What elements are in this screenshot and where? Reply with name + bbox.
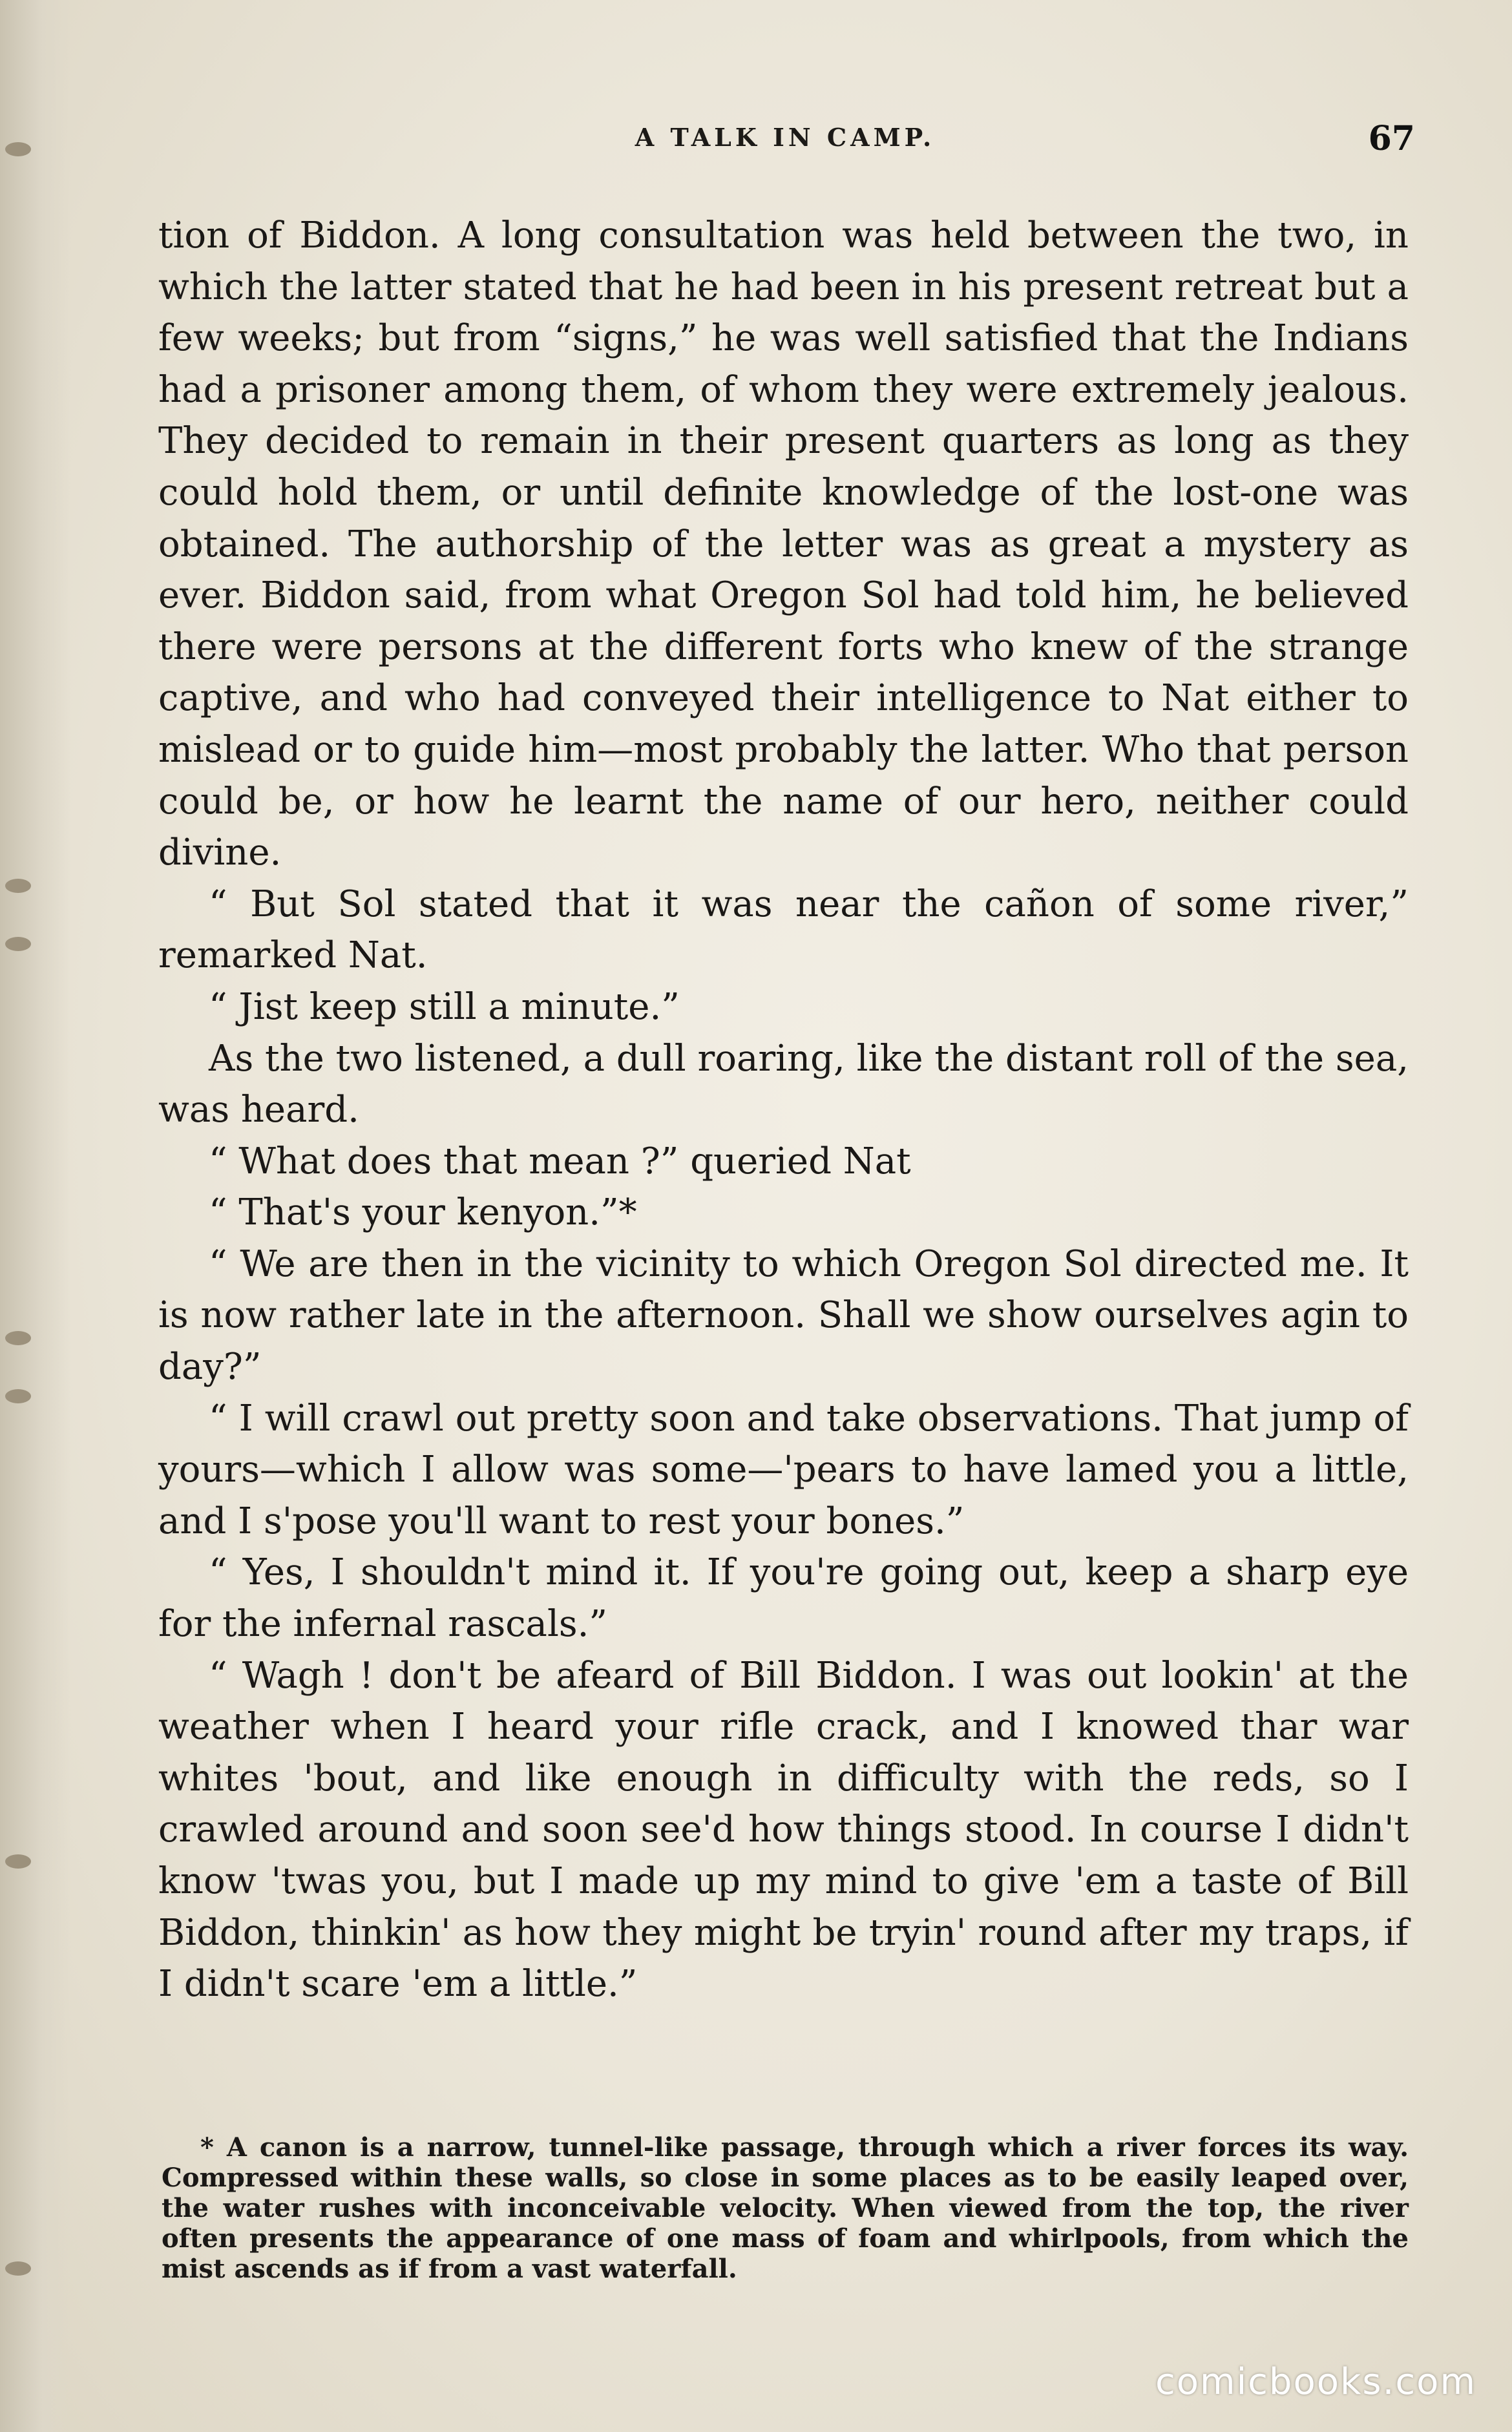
footnote-area <box>162 2132 1409 2284</box>
page-header <box>155 119 1415 162</box>
site-watermark: comicbooks.com <box>1155 2361 1476 2403</box>
running-title: A TALK IN CAMP. <box>635 123 936 152</box>
paragraph: tion of Biddon. A long consultation was held between the two, in which the latter stated that he had been in his present retreat but a few weeks; but from “signs,” he was well satisfied that the Indians had a prisoner among them, of whom they were extremely jealous. They decided to remain in their present quarters as long as they could hold them, or until definite knowledge of the lost-one was obtained. The authorship of the letter was as great a mystery as ever. Biddon said, from what Oregon Sol had told him, he believed there were persons at the different forts who knew of the strange captive, and who had conveyed their intelligence to Nat either to mislead or to guide him—most probably the latter. Who that person could be, or how he learnt the name of our hero, neither could divine. <box>158 215 1409 874</box>
page-number: 67 <box>1368 119 1415 158</box>
paragraph: “ Wagh ! don't be afeard of Bill Biddon. I was out lookin' at the weather when I heard your rifle crack, and I knowed thar war whites 'bout, and like enough in difficulty with the reds, so I crawled around and soon see'd how things stood. In course I didn't know 'twas you, but I made up my mind to give 'em a taste of Bill Biddon, thinkin' as how they might be tryin' round after my traps, if I didn't scare 'em a little.” <box>158 1654 1409 2006</box>
binding-hole <box>5 1331 31 1345</box>
paragraph: “ We are then in the vicinity to which Oregon Sol directed me. It is now rather late in the afternoon. Shall we show ourselves agin to day?” <box>158 1242 1409 1389</box>
body-text <box>158 210 1409 2010</box>
binding-hole <box>5 937 31 951</box>
paragraph: “ But Sol stated that it was near the cañon of some river,” remarked Nat. <box>158 883 1409 977</box>
paragraph: “ That's your kenyon.”* <box>209 1191 637 1234</box>
binding-edge <box>0 0 71 2432</box>
footnote: * A canon is a narrow, tunnel-like passage, through which a river forces its way. Compressed within these walls, so close in some places as to be easily leaped over, the water rushes with inconceivable velocity. When viewed from the top, the river often presents the appearance of one mass of foam and whirlpools, from which the mist ascends as if from a vast waterfall. <box>162 2132 1409 2284</box>
paragraph: “ Yes, I shouldn't mind it. If you're going out, keep a sharp eye for the infernal rascals.” <box>158 1551 1409 1646</box>
binding-hole <box>5 142 31 156</box>
binding-hole <box>5 1389 31 1403</box>
paragraph: As the two listened, a dull roaring, like the distant roll of the sea, was heard. <box>158 1037 1409 1131</box>
binding-hole <box>5 1854 31 1869</box>
paragraph: “ Jist keep still a minute.” <box>209 985 680 1028</box>
paragraph: “ What does that mean ?” queried Nat <box>209 1140 911 1182</box>
binding-hole <box>5 2261 31 2276</box>
paragraph: “ I will crawl out pretty soon and take observations. That jump of yours—which I allow was some—'pears to have lamed you a little, and I s'pose you'll want to rest your bones.” <box>158 1397 1409 1542</box>
binding-hole <box>5 879 31 893</box>
